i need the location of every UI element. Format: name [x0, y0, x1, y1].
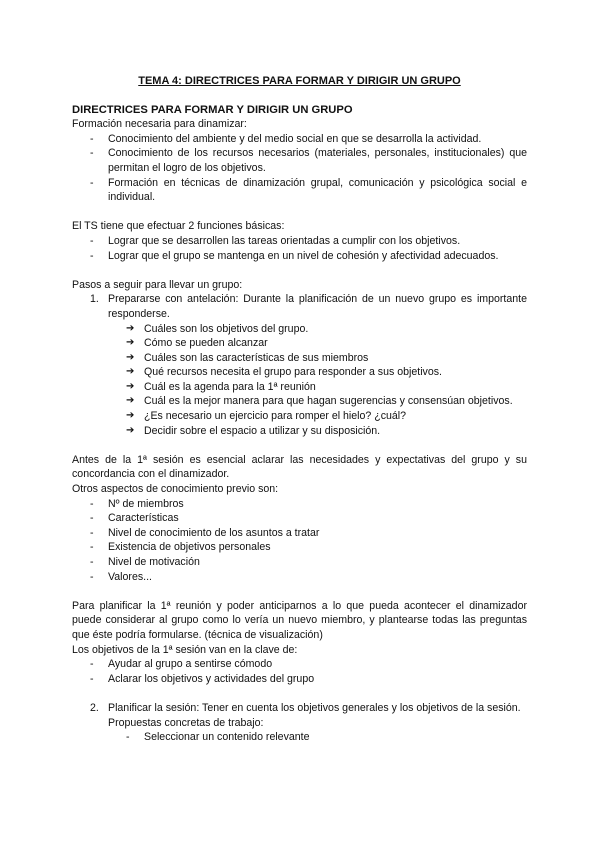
antes-paragraph: Antes de la 1ª sesión es esencial aclarar las necesidades y expectativas del grupo y su concordancia con el dinamizador. — [72, 453, 527, 481]
list-item: - Conocimiento de los recursos necesarios (materiales, personales, institucionales) que permitan el logro de los objetivos. — [90, 147, 527, 174]
list-item: - Características — [90, 512, 179, 525]
list-item: - Lograr que el grupo se mantenga en un nivel de cohesión y afectividad adecuados. — [90, 249, 499, 262]
list-item: - Existencia de objetivos personales — [90, 541, 271, 554]
list-item: ➔ Qué recursos necesita el grupo para responder a sus objetivos. — [126, 366, 442, 379]
arrow-icon: ➔ — [126, 322, 135, 334]
step-2: 2. Planificar la sesión: Tener en cuenta los objetivos generales y los objetivos de la sesión. — [90, 701, 521, 714]
questions-list — [72, 322, 527, 439]
list-item: - Aclarar los objetivos y actividades del grupo — [90, 672, 315, 685]
pasos-intro: Pasos a seguir para llevar un grupo: — [72, 278, 243, 291]
arrow-icon: ➔ — [126, 351, 135, 363]
section-heading: DIRECTRICES PARA FORMAR Y DIRIGIR UN GRUPO — [72, 103, 353, 116]
list-item: - Valores... — [90, 570, 152, 583]
list-item: - Conocimiento del ambiente y del medio social en que se desarrolla la actividad. — [90, 132, 482, 145]
propuestas-list — [72, 730, 527, 745]
list-item: ➔ Cuáles son las características de sus miembros — [126, 351, 369, 364]
planificar-paragraph: Para planificar la 1ª reunión y poder anticiparnos a lo que pueda acontecer el dinamizador puede considerar al grupo como lo vería un nuevo miembro, y plantearse todas las preguntas que éste podría formularse. (técnica de visualización) — [72, 599, 527, 641]
list-item: ➔ Cuál es la agenda para la 1ª reunión — [126, 380, 316, 393]
funciones-intro: El TS tiene que efectuar 2 funciones básicas: — [72, 220, 285, 233]
step-2-list — [72, 701, 527, 716]
document-title: TEMA 4: DIRECTRICES PARA FORMAR Y DIRIGIR UN GRUPO — [138, 75, 461, 87]
list-item: ➔ Cómo se pueden alcanzar — [126, 337, 268, 350]
list-item: ➔ Decidir sobre el espacio a utilizar y su disposición. — [126, 424, 381, 437]
formacion-list — [72, 132, 527, 205]
list-item: - Lograr que se desarrollen las tareas orientadas a cumplir con los objetivos. — [90, 234, 461, 247]
formacion-intro: Formación necesaria para dinamizar: — [72, 118, 247, 131]
funciones-list — [72, 234, 527, 263]
propuestas-label: Propuestas concretas de trabajo: — [108, 716, 264, 729]
arrow-icon: ➔ — [126, 395, 135, 407]
otros-list — [72, 497, 527, 585]
page-content — [72, 74, 527, 745]
list-item: - Seleccionar un contenido relevante — [126, 731, 310, 744]
pasos-list — [72, 292, 527, 321]
list-item: ➔ Cuáles son los objetivos del grupo. — [126, 322, 309, 335]
list-item: ➔ Cuál es la mejor manera para que hagan sugerencias y consensúan objetivos. — [126, 395, 513, 408]
objetivos-intro: Los objetivos de la 1ª sesión van en la clave de: — [72, 643, 298, 656]
arrow-icon: ➔ — [126, 410, 135, 422]
arrow-icon: ➔ — [126, 424, 135, 436]
list-item: - Nivel de conocimiento de los asuntos a tratar — [90, 526, 320, 539]
list-item: ➔ ¿Es necesario un ejercicio para romper el hielo? ¿cuál? — [126, 410, 407, 423]
list-item: - Nº de miembros — [90, 497, 184, 510]
arrow-icon: ➔ — [126, 380, 135, 392]
step-1: 1. Prepararse con antelación: Durante la planificación de un nuevo grupo es importante responderse. — [90, 293, 527, 320]
list-item: - Formación en técnicas de dinamización grupal, comunicación y psicológica social e individual. — [90, 176, 527, 204]
arrow-icon: ➔ — [126, 366, 135, 378]
arrow-icon: ➔ — [126, 337, 135, 349]
list-item: - Ayudar al grupo a sentirse cómodo — [90, 658, 273, 671]
list-item: - Nivel de motivación — [90, 556, 200, 568]
otros-intro: Otros aspectos de conocimiento previo son: — [72, 483, 279, 496]
objetivos-list — [72, 657, 527, 686]
